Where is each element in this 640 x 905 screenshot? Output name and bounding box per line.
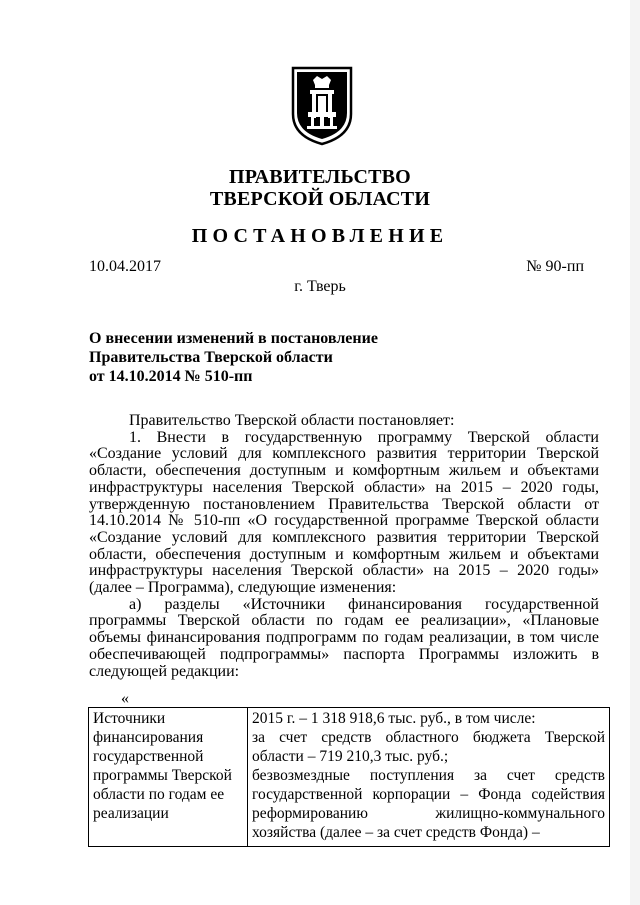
financing-line: безвозмездные поступления за счет средств государственной корпорации – Фонда содействия реформированию жилищно-коммунального хозяйства (далее – за счет средств Фонда) –: [252, 767, 605, 841]
org-name-line1: ПРАВИТЕЛЬСТВО: [229, 166, 411, 188]
program-table: [88, 707, 610, 847]
table-cell-value: [248, 708, 610, 847]
financing-line: за счет средств областного бюджета Тверской области – 719 210,3 тыс. руб.;: [252, 729, 605, 765]
paragraph-preamble: Правительство Тверской области постановляет:: [129, 412, 455, 429]
document-number: № 90-пп: [526, 258, 584, 275]
paragraph-item-1: 1. Внести в государственную программу Тверской области «Создание условий для комплексного развития территории Тверской области, обеспечения доступным и комфортным жильем и объектами инфраструктуры населения Тверской области» на 2015 – 2020 годы, утвержденную постановлением Правительства Тверской области от 14.10.2014 № 510-пп «О государственной программе Тверской области «Создание условий для комплексного развития территории Тверской области, обеспечения доступным и комфортным жильем и объектами инфраструктуры населения Тверской области» на 2015 – 2020 годы» (далее – Программа), следующие изменения:: [89, 428, 599, 597]
document-city: г. Тверь: [294, 278, 346, 295]
subject-line: Правительства Тверской области: [89, 349, 333, 366]
subject-line: от 14.10.2014 № 510-пп: [89, 368, 253, 385]
document-subject: [89, 329, 378, 386]
opening-quote: «: [121, 690, 129, 707]
coat-of-arms-icon: [291, 66, 353, 146]
financing-line: 2015 г. – 1 318 918,6 тыс. руб., в том числе:: [252, 710, 536, 727]
document-date: 10.04.2017: [89, 258, 161, 275]
table-cell-label: Источники финансирования государственной программы Тверской области по годам ее реализации: [89, 708, 248, 847]
document-body: [89, 413, 599, 680]
document-type: ПОСТАНОВЛЕНИЕ: [191, 225, 449, 247]
scan-edge: [630, 0, 640, 905]
paragraph-item-a: а) разделы «Источники финансирования государственной программы Тверской области по годам ее реализации», «Плановые объемы финансирования подпрограмм по годам реализации, в том числе обеспечивающей подпрограммы» паспорта Программы изложить в следующей редакции:: [89, 595, 599, 680]
org-name-line2: ТВЕРСКОЙ ОБЛАСТИ: [209, 188, 431, 210]
table-row: [89, 708, 610, 847]
subject-line: О внесении изменений в постановление: [89, 330, 378, 347]
